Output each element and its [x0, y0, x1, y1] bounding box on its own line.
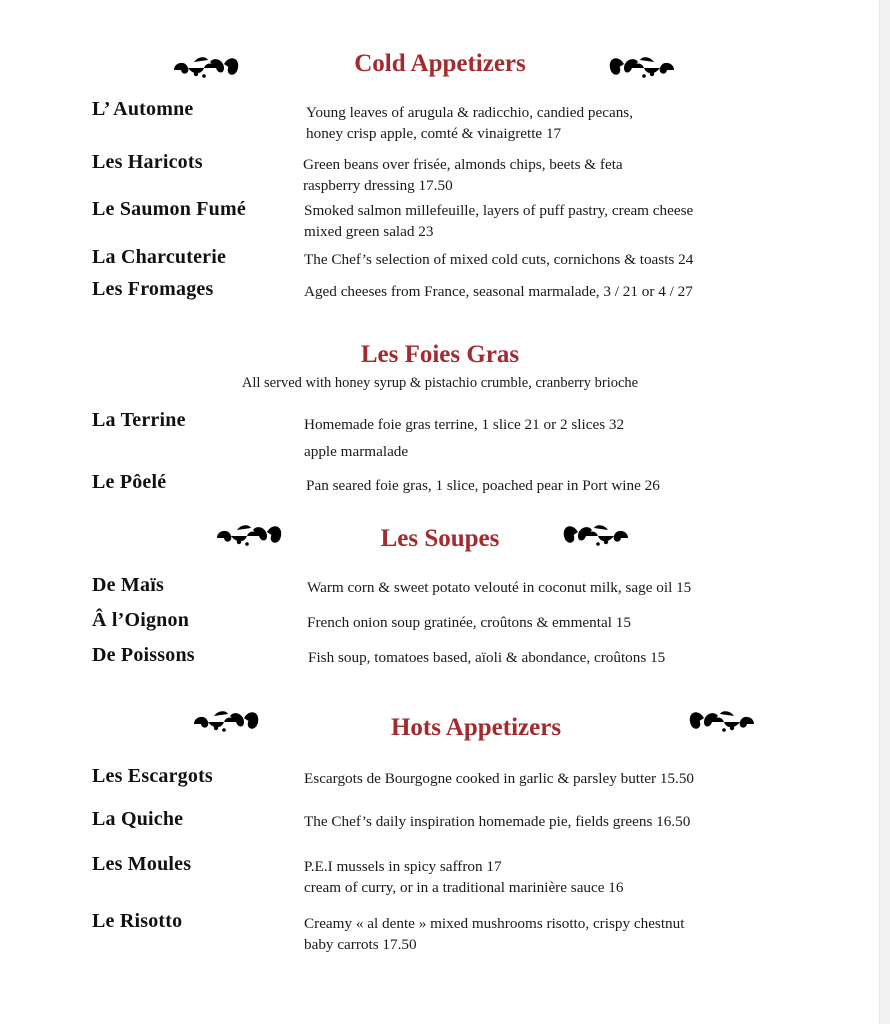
- dish-description: French onion soup gratinée, croûtons & emmental 15: [307, 614, 631, 631]
- section-note: All served with honey syrup & pistachio crumble, cranberry brioche: [241, 375, 639, 391]
- dish-description: Green beans over frisée, almonds chips, beets & feta raspberry dressing 17.50: [303, 156, 623, 194]
- dish-description: The Chef’s selection of mixed cold cuts, cornichons & toasts 24: [304, 251, 694, 268]
- dish-name: De Poissons: [92, 644, 195, 666]
- dish-description: Pan seared foie gras, 1 slice, poached pear in Port wine 26: [306, 477, 660, 494]
- section-title-cold: Cold Appetizers: [354, 50, 526, 77]
- dish-description: Homemade foie gras terrine, 1 slice 21 or 2 slices 32 apple marmalade: [304, 416, 625, 460]
- dish-description: P.E.I mussels in spicy saffron 17 cream of curry, or in a traditional marinière sauce 16: [304, 858, 624, 896]
- scroll-flourish-icon: [686, 704, 758, 736]
- dish-name: De Maïs: [92, 574, 164, 596]
- dish-name: La Charcuterie: [92, 246, 227, 268]
- dish-description: The Chef’s daily inspiration homemade pie, fields greens 16.50: [304, 813, 691, 830]
- dish-description: Young leaves of arugula & radicchio, candied pecans, honey crisp apple, comté & vinaigrette 17: [306, 104, 633, 142]
- dish-description: Smoked salmon millefeuille, layers of puff pastry, cream cheese mixed green salad 23: [304, 202, 694, 240]
- dish-name: La Quiche: [92, 808, 184, 830]
- dish-name: Les Fromages: [92, 278, 214, 300]
- dish-name: Les Haricots: [92, 151, 203, 173]
- scrollbar[interactable]: [879, 0, 890, 1024]
- scroll-flourish-icon: [606, 50, 678, 82]
- dish-description: Aged cheeses from France, seasonal marmalade, 3 / 21 or 4 / 27: [304, 283, 693, 300]
- dish-description: Fish soup, tomatoes based, aïoli & abondance, croûtons 15: [308, 649, 666, 666]
- section-title-hots: Hots Appetizers: [390, 714, 562, 741]
- scroll-flourish-icon: [560, 518, 632, 550]
- dish-name: Le Saumon Fumé: [92, 198, 246, 220]
- dish-name: Les Moules: [92, 853, 192, 875]
- dish-name: Le Pôelé: [92, 471, 167, 493]
- dish-name: Â l’Oignon: [92, 609, 190, 631]
- dish-name: La Terrine: [92, 409, 186, 431]
- dish-name: Les Escargots: [92, 765, 213, 787]
- dish-name: Le Risotto: [92, 910, 183, 932]
- dish-description: Creamy « al dente » mixed mushrooms risotto, crispy chestnut baby carrots 17.50: [304, 915, 685, 953]
- section-title-foies-gras: Les Foies Gras: [360, 341, 520, 368]
- dish-description: Warm corn & sweet potato velouté in coconut milk, sage oil 15: [307, 579, 692, 596]
- section-title-soupes: Les Soupes: [380, 525, 500, 552]
- dish-name: L’ Automne: [92, 98, 194, 120]
- dish-description: Escargots de Bourgogne cooked in garlic & parsley butter 15.50: [304, 770, 695, 787]
